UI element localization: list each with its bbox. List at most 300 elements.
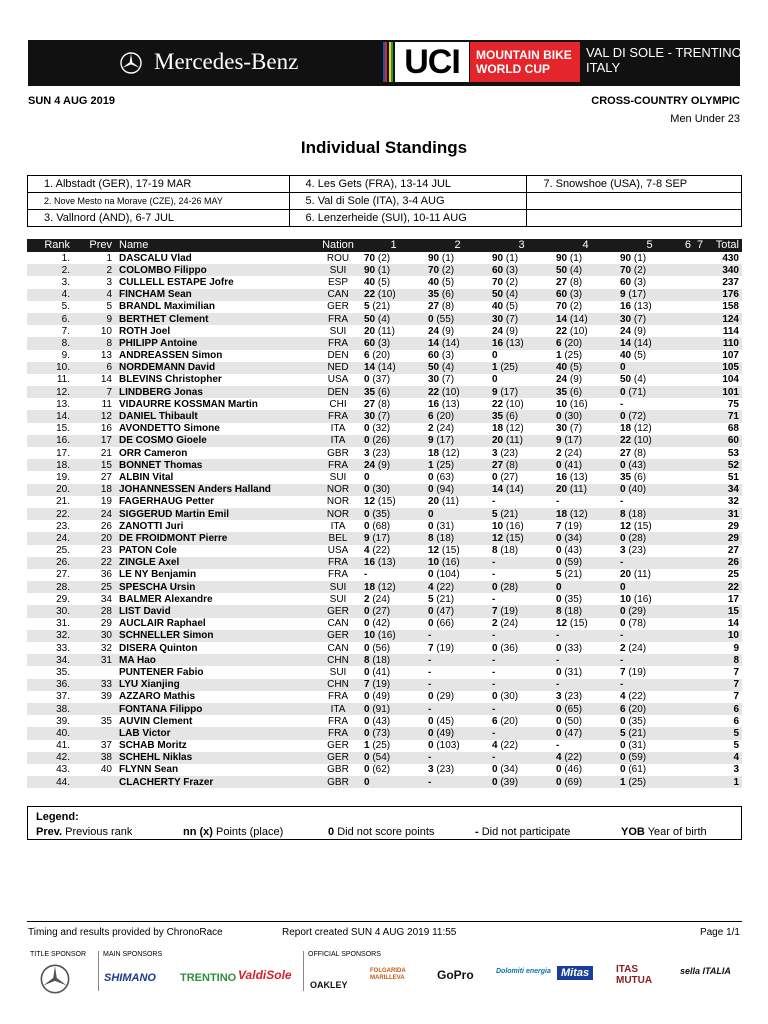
points: - (492, 569, 496, 581)
table-row (27, 642, 742, 654)
place: (103) (436, 740, 460, 752)
first-name: Antoine (160, 337, 198, 349)
points: - (620, 679, 624, 691)
name-cell (117, 642, 317, 654)
place: (8) (633, 447, 647, 459)
place: (12) (377, 581, 396, 593)
round-2-cell (423, 508, 487, 520)
place: (18) (500, 545, 519, 557)
prev-cell: 2 (70, 264, 117, 276)
round-1-cell (359, 252, 423, 264)
round-5-cell (615, 276, 679, 288)
round-6-7-cell (679, 496, 709, 508)
points: 20 (620, 569, 632, 581)
place: (20) (500, 715, 519, 727)
place: (49) (372, 691, 391, 703)
round-3-cell (487, 630, 551, 642)
place: (61) (628, 764, 647, 776)
table-row (27, 605, 742, 617)
round-4-cell (551, 447, 615, 459)
points: 27 (428, 301, 440, 313)
standings-header-row (27, 239, 742, 252)
name-cell (117, 301, 317, 313)
name-cell (117, 618, 317, 630)
round-2-cell (423, 313, 487, 325)
place: (72) (628, 411, 647, 423)
col-nation: Nation (317, 239, 359, 252)
place: (10) (377, 289, 396, 301)
prev-cell: 21 (100, 447, 112, 459)
nation-cell: NOR (317, 508, 359, 520)
round-6-7-cell (679, 289, 709, 301)
round-4-cell (551, 508, 615, 520)
round-3-cell (487, 642, 551, 654)
points: 90 (556, 252, 568, 264)
venue-line-1: VAL DI SOLE - TRENTINO (586, 45, 742, 60)
mercedes-star-icon (120, 52, 142, 74)
round-4-cell (551, 301, 615, 313)
round-6-7-cell (679, 605, 709, 617)
first-name: Petter (185, 496, 215, 508)
round-1-cell (359, 350, 423, 362)
round-4-cell (551, 752, 615, 764)
first-name: Fabio (176, 666, 204, 678)
first-name: Cameron (144, 447, 188, 459)
round-5-cell (615, 386, 679, 398)
round-2-cell (423, 374, 487, 386)
round-6-7-cell (679, 703, 709, 715)
round-5-cell (615, 313, 679, 325)
place: (35) (628, 715, 647, 727)
first-name: Raphael (166, 618, 206, 630)
round-6-7-cell (679, 313, 709, 325)
timing-credit: Timing and results provided by ChronoRace (28, 927, 223, 938)
place: (1) (377, 264, 391, 276)
points: 0 (364, 715, 370, 727)
round-2-cell (423, 691, 487, 703)
round-6-7-cell (679, 471, 709, 483)
round-5-cell (615, 423, 679, 435)
round-5-cell (615, 496, 679, 508)
points: - (428, 630, 432, 642)
place: (56) (372, 642, 391, 654)
round-1-cell (359, 313, 423, 325)
round-5-cell (615, 776, 679, 788)
first-name: Maximilian (163, 301, 215, 313)
official-sponsors-label: OFFICIAL SPONSORS (308, 951, 381, 958)
table-row (27, 715, 742, 727)
points: 10 (620, 593, 632, 605)
points: 10 (364, 630, 376, 642)
round-5-cell (615, 618, 679, 630)
points: 0 (620, 411, 626, 423)
round-3-cell (487, 752, 551, 764)
name-cell (117, 496, 317, 508)
rank-cell: 31. (56, 618, 70, 630)
total-cell: 15 (709, 605, 742, 617)
place: (19) (436, 642, 455, 654)
round-4-cell (551, 496, 615, 508)
last-name: BLEVINS (119, 374, 163, 386)
place: (5) (569, 362, 583, 374)
name-cell (117, 776, 317, 788)
points: 0 (364, 691, 370, 703)
place: (8) (377, 398, 391, 410)
sponsor-gopro: GoPro (437, 968, 474, 982)
points: - (428, 752, 432, 764)
round-3-cell (487, 374, 551, 386)
points: 16 (428, 398, 440, 410)
total-cell: 124 (709, 313, 742, 325)
place: (13) (633, 301, 652, 313)
total-cell: 68 (727, 423, 739, 435)
rank-cell: 20. (27, 484, 70, 496)
prev-cell (70, 776, 117, 788)
table-row (27, 471, 742, 483)
legend-item (621, 826, 707, 838)
nation-cell: GER (317, 605, 359, 617)
rank-cell: 3. (61, 276, 70, 288)
table-row (27, 703, 742, 715)
round-2-cell (423, 471, 487, 483)
round-6-7-cell (679, 727, 709, 739)
nation-cell: GBR (317, 776, 359, 788)
place: (30) (564, 411, 583, 423)
table-row (27, 581, 742, 593)
place: (31) (628, 740, 647, 752)
last-name: PHILIPP (119, 337, 158, 349)
round-3-cell (487, 569, 551, 581)
total-cell: 29 (709, 532, 742, 544)
name-cell (117, 362, 317, 374)
round-4-cell (551, 435, 615, 447)
points: 1 (492, 362, 498, 374)
first-name: Frazer (183, 776, 214, 788)
rank-cell: 17. (56, 447, 70, 459)
prev-cell: 27 (100, 471, 112, 483)
prev-cell: 22 (70, 557, 117, 569)
points: 3 (492, 447, 498, 459)
points: 4 (620, 691, 626, 703)
round-2-cell (423, 264, 487, 276)
place: (50) (564, 715, 583, 727)
table-row (27, 618, 742, 630)
table-row (27, 593, 742, 605)
round-4-cell (551, 545, 615, 557)
first-name: Alexandre (164, 593, 213, 605)
place: (78) (628, 618, 647, 630)
round-3-cell (487, 605, 551, 617)
round-3-cell (487, 593, 551, 605)
place: (22) (628, 691, 647, 703)
rank-cell: 21. (56, 496, 70, 508)
round-2-cell (423, 289, 487, 301)
points: 16 (620, 301, 632, 313)
table-row (27, 325, 742, 337)
place: (2) (633, 264, 647, 276)
points: 0 (364, 642, 370, 654)
round-2-cell (423, 301, 487, 313)
total-cell: 237 (722, 276, 739, 288)
nation-cell: ITA (317, 703, 359, 715)
place: (6) (633, 471, 647, 483)
table-row (27, 289, 742, 301)
points: 2 (556, 447, 562, 459)
place: (9) (441, 325, 455, 337)
points: 0 (428, 727, 434, 739)
place: (47) (564, 727, 583, 739)
points: - (620, 557, 624, 569)
points: 14 (364, 362, 376, 374)
total-cell: 8 (709, 654, 742, 666)
prev-cell: 34 (100, 593, 112, 605)
name-cell (117, 386, 317, 398)
series-line-2: WORLD CUP (476, 62, 550, 76)
nation-cell: DEN (317, 386, 359, 398)
nation-cell: USA (327, 545, 349, 557)
points: 22 (428, 386, 440, 398)
round-2-cell (423, 630, 487, 642)
nation-cell: SUI (317, 581, 359, 593)
rounds-row (28, 193, 742, 210)
name-cell (117, 752, 317, 764)
points: 27 (492, 459, 504, 471)
place: (37) (372, 374, 391, 386)
round-6-7-cell (679, 520, 709, 532)
total-cell: 5 (733, 740, 739, 752)
sponsor-oakley: OAKLEY (310, 980, 348, 990)
points: - (492, 593, 496, 605)
nation-cell: BEL (317, 532, 359, 544)
points: 0 (556, 411, 562, 423)
name-cell (117, 715, 317, 727)
points: 0 (428, 471, 434, 483)
round-3-cell (487, 435, 551, 447)
nation-cell: FRA (317, 410, 359, 422)
total-cell: 60 (709, 435, 742, 447)
points: 0 (428, 691, 434, 703)
points: 0 (620, 752, 626, 764)
first-name: Clement (152, 715, 193, 727)
points: 24 (364, 459, 376, 471)
round-4-cell (551, 313, 615, 325)
round-5-cell (615, 362, 679, 374)
round-5-cell (615, 325, 679, 337)
points: 90 (492, 252, 504, 264)
round-3-cell (487, 276, 551, 288)
points: 4 (492, 740, 498, 752)
place: (6) (569, 386, 583, 398)
round-3-cell (487, 471, 551, 483)
points: 50 (364, 313, 376, 325)
legend-key: 0 (328, 826, 335, 838)
points: 12 (364, 496, 376, 508)
place: (27) (372, 606, 391, 618)
place: (66) (436, 618, 455, 630)
rank-cell: 14. (27, 410, 70, 422)
place: (21) (500, 508, 519, 520)
prev-cell: 17 (70, 435, 117, 447)
first-name: Thibault (158, 411, 198, 423)
prev-cell: 30 (70, 630, 117, 642)
round-1-cell (359, 410, 423, 422)
points: 12 (620, 520, 632, 532)
rank-cell: 25. (56, 545, 70, 557)
round-3-cell (487, 508, 551, 520)
points: 18 (492, 423, 504, 435)
points: 0 (556, 581, 562, 593)
place: (19) (564, 520, 583, 532)
round-3-cell (487, 252, 551, 264)
last-name: SCHAB (119, 740, 155, 752)
round-1-cell (359, 276, 423, 288)
points: 22 (492, 398, 504, 410)
round-5-cell (615, 605, 679, 617)
page-number: Page 1/1 (699, 927, 740, 938)
round-2-cell (423, 654, 487, 666)
prev-cell: 14 (100, 374, 112, 386)
points: 7 (428, 642, 434, 654)
points: 20 (364, 325, 376, 337)
place: (25) (564, 350, 583, 362)
points: - (492, 557, 496, 569)
prev-cell: 5 (106, 301, 112, 313)
first-name: Martin (227, 398, 258, 410)
sponsor-divider (303, 951, 304, 991)
round-1-cell (359, 301, 423, 313)
points: - (492, 496, 496, 508)
round-4-cell (551, 398, 615, 410)
round-4-cell (551, 642, 615, 654)
points: 0 (620, 715, 626, 727)
points: 0 (556, 532, 562, 544)
round-3-cell (487, 581, 551, 593)
place: (18) (564, 606, 583, 618)
points: 30 (492, 313, 504, 325)
rank-cell: 4. (27, 289, 70, 301)
first-name: Sean (154, 764, 179, 776)
total-cell: 53 (727, 447, 739, 459)
prev-cell: 37 (100, 740, 112, 752)
points: 2 (620, 642, 626, 654)
prev-cell: 16 (100, 423, 112, 435)
points: 9 (556, 435, 562, 447)
rank-cell: 27. (56, 569, 70, 581)
place: (6) (441, 289, 455, 301)
legend-text: Did not score points (337, 826, 435, 838)
footer-divider (27, 921, 742, 922)
name-cell (117, 764, 317, 776)
first-name: Benjamin (151, 569, 197, 581)
total-cell: 22 (709, 581, 742, 593)
points: 4 (556, 752, 562, 764)
round-6-7-cell (679, 447, 709, 459)
place: (14) (441, 337, 460, 349)
round-2-cell (423, 435, 487, 447)
place: (35) (372, 508, 391, 520)
round-4-cell (551, 264, 615, 276)
points: 9 (428, 435, 434, 447)
points: 1 (364, 740, 370, 752)
points: 60 (428, 350, 440, 362)
nation-cell: GER (327, 740, 349, 752)
rank-cell: 8. (27, 337, 70, 349)
nation-cell: GER (327, 301, 349, 313)
round-2-cell (423, 605, 487, 617)
legend-item (475, 826, 570, 838)
total-cell: 105 (709, 362, 742, 374)
round-4-cell (551, 337, 615, 349)
table-row (27, 374, 742, 386)
place: (23) (436, 764, 455, 776)
prev-cell: 9 (70, 313, 117, 325)
first-name: Simon (191, 350, 223, 362)
round-2-cell (423, 727, 487, 739)
round-3-cell (487, 301, 551, 313)
points: 24 (428, 325, 440, 337)
place: (14) (569, 313, 588, 325)
nation-cell: SUI (329, 666, 347, 678)
col-prev: Prev (70, 239, 117, 252)
rank-cell: 33. (56, 642, 70, 654)
prev-cell: 24 (70, 508, 117, 520)
points: 90 (428, 252, 440, 264)
round-1-cell (359, 398, 423, 410)
place: (31) (436, 520, 455, 532)
legend-key: nn (x) (183, 826, 213, 838)
table-row (27, 654, 742, 666)
nation-cell: ITA (330, 520, 346, 532)
round-3-cell (487, 398, 551, 410)
rank-cell: 39. (56, 715, 70, 727)
name-cell (117, 264, 317, 276)
points: 22 (364, 289, 376, 301)
name-cell (117, 337, 317, 349)
round-5-cell (615, 764, 679, 776)
prev-cell (70, 703, 117, 715)
col-round-5: 5 (615, 239, 679, 252)
prev-cell: 1 (106, 252, 112, 264)
place: (25) (372, 740, 391, 752)
round-4-cell (551, 605, 615, 617)
points: 2 (364, 593, 370, 605)
total-cell: 34 (709, 484, 742, 496)
place: (21) (628, 727, 647, 739)
round-1-cell (359, 264, 423, 276)
place: (91) (372, 703, 391, 715)
prev-cell: 36 (100, 569, 112, 581)
last-name: BERTHET (119, 313, 167, 325)
round-5-cell (615, 410, 679, 422)
total-cell: 14 (727, 618, 739, 630)
venue-line-2: ITALY (586, 60, 621, 75)
round-5-cell (615, 630, 679, 642)
last-name: SIGGERUD (119, 508, 173, 520)
name-cell (117, 325, 317, 337)
round-4-cell (551, 740, 615, 752)
last-name: CULLELL ESTAPE (119, 276, 207, 288)
name-cell (117, 447, 317, 459)
points: 0 (492, 471, 498, 483)
nation-cell: NOR (326, 496, 350, 508)
venue-logo (586, 45, 742, 75)
points: 24 (556, 374, 568, 386)
name-cell (117, 581, 317, 593)
place: (11) (569, 484, 587, 496)
table-row (27, 301, 742, 313)
round-4-cell (551, 618, 615, 630)
round-5-cell (615, 727, 679, 739)
